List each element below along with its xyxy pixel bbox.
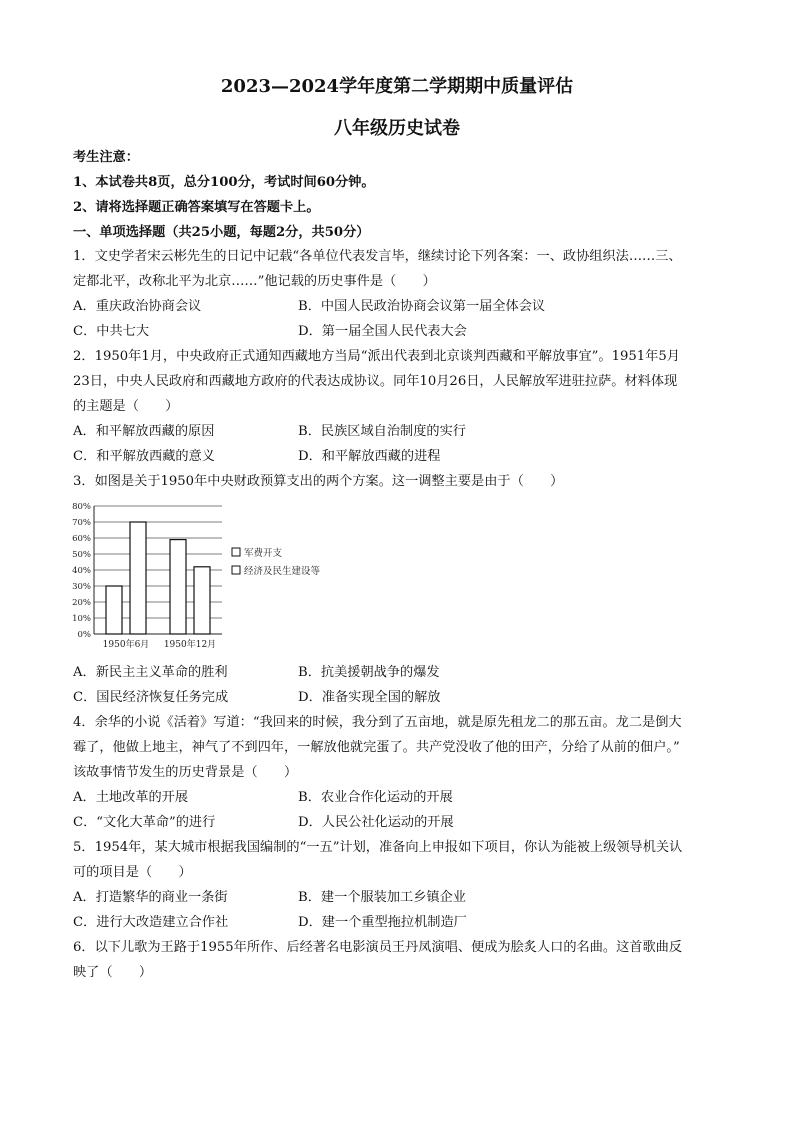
question-stem: 映了（ ） [73, 965, 153, 980]
bar [194, 567, 210, 634]
y-tick-label: 50% [72, 550, 91, 560]
option-d[interactable]: D．人民公社化运动的开展 [298, 815, 454, 830]
legend-swatch [232, 566, 240, 574]
section-heading: 一、单项选择题（共25小题，每题2分，共50分） [73, 225, 370, 240]
option-b[interactable]: B．民族区域自治制度的实行 [298, 424, 466, 439]
x-tick-label: 1950年6月 [102, 640, 150, 650]
bar [130, 522, 146, 634]
y-tick-label: 40% [72, 566, 91, 576]
option-b[interactable]: B．中国人民政治协商会议第一届全体会议 [298, 299, 546, 314]
notice-heading: 考生注意： [73, 150, 139, 165]
question-stem: 可的项目是（ ） [73, 865, 192, 880]
question-stem: 3．如图是关于1950年中央财政预算支出的两个方案。这一调整主要是由于（ ） [73, 474, 564, 489]
legend-label: 经济及民生建设等 [244, 566, 321, 577]
option-d[interactable]: D．准备实现全国的解放 [298, 690, 441, 705]
notice-item: 2、请将选择题正确答案填写在答题卡上。 [73, 200, 320, 215]
question-stem: 2．1950年1月，中央政府正式通知西藏地方当局“派出代表到北京谈判西藏和平解放事宜”。1951年5月 [73, 349, 680, 364]
y-tick-label: 0% [77, 630, 91, 640]
x-tick-label: 1950年12月 [163, 640, 217, 650]
bar [106, 586, 122, 634]
option-a[interactable]: A．打造繁华的商业一条街 [73, 890, 228, 905]
question-stem: 定都北平，改称北平为北京……”他记载的历史事件是（ ） [73, 274, 436, 289]
question-stem: 23日，中央人民政府和西藏地方政府的代表达成协议。同年10月26日，人民解放军进驻拉萨。材料体现 [73, 374, 678, 389]
option-a[interactable]: A．新民主主义革命的胜利 [73, 665, 228, 680]
notice-item: 1、本试卷共8页，总分100分，考试时间60分钟。 [73, 175, 375, 190]
y-tick-label: 10% [72, 614, 91, 624]
option-a[interactable]: A．重庆政治协商会议 [73, 299, 202, 314]
option-d[interactable]: D．第一届全国人民代表大会 [298, 324, 467, 339]
question-stem: 的主题是（ ） [73, 399, 179, 414]
bar [170, 540, 186, 634]
question-stem: 5．1954年，某大城市根据我国编制的“一五”计划，准备向上申报如下项目，你认为能被上级领导机关认 [73, 840, 683, 855]
option-c[interactable]: C．进行大改造建立合作社 [73, 915, 229, 930]
option-a[interactable]: A．土地改革的开展 [73, 790, 189, 805]
option-d[interactable]: D．建一个重型拖拉机制造厂 [298, 915, 467, 930]
y-tick-label: 60% [72, 534, 91, 544]
question-stem: 1．文史学者宋云彬先生的日记中记载“各单位代表发言毕，继续讨论下列各案：一、政协组织法……三、 [73, 249, 682, 264]
option-a[interactable]: A．和平解放西藏的原因 [73, 424, 215, 439]
question-stem: 6．以下儿歌为王路于1955年所作、后经著名电影演员王丹凤演唱、便成为脍炙人口的名曲。这首歌曲反 [73, 940, 683, 955]
y-tick-label: 30% [72, 582, 91, 592]
budget-bar-chart [72, 500, 362, 656]
y-tick-label: 80% [72, 502, 91, 512]
option-b[interactable]: B．抗美援朝战争的爆发 [298, 665, 440, 680]
question-stem: 霉了，他做上地主，神气了不到四年，一解放他就完蛋了。共产党没收了他的田产，分给了从前的佃户。” [73, 740, 680, 755]
option-b[interactable]: B．农业合作化运动的开展 [298, 790, 453, 805]
option-c[interactable]: C．“文化大革命”的进行 [73, 815, 216, 830]
question-stem: 该故事情节发生的历史背景是（ ） [73, 765, 298, 780]
option-c[interactable]: C．和平解放西藏的意义 [73, 449, 215, 464]
option-d[interactable]: D．和平解放西藏的进程 [298, 449, 441, 464]
option-c[interactable]: C．国民经济恢复任务完成 [73, 690, 229, 705]
exam-subtitle: 八年级历史试卷 [334, 118, 460, 139]
option-b[interactable]: B．建一个服装加工乡镇企业 [298, 890, 466, 905]
y-tick-label: 70% [72, 518, 91, 528]
option-c[interactable]: C．中共七大 [73, 324, 150, 339]
legend-swatch [232, 548, 240, 556]
legend-label: 军费开支 [244, 548, 283, 559]
exam-title: 2023—2024学年度第二学期期中质量评估 [220, 76, 574, 97]
question-stem: 4．余华的小说《活着》写道：“我回来的时候，我分到了五亩地，就是原先租龙二的那五亩。龙二是倒大 [73, 715, 682, 730]
y-tick-label: 20% [72, 598, 91, 608]
